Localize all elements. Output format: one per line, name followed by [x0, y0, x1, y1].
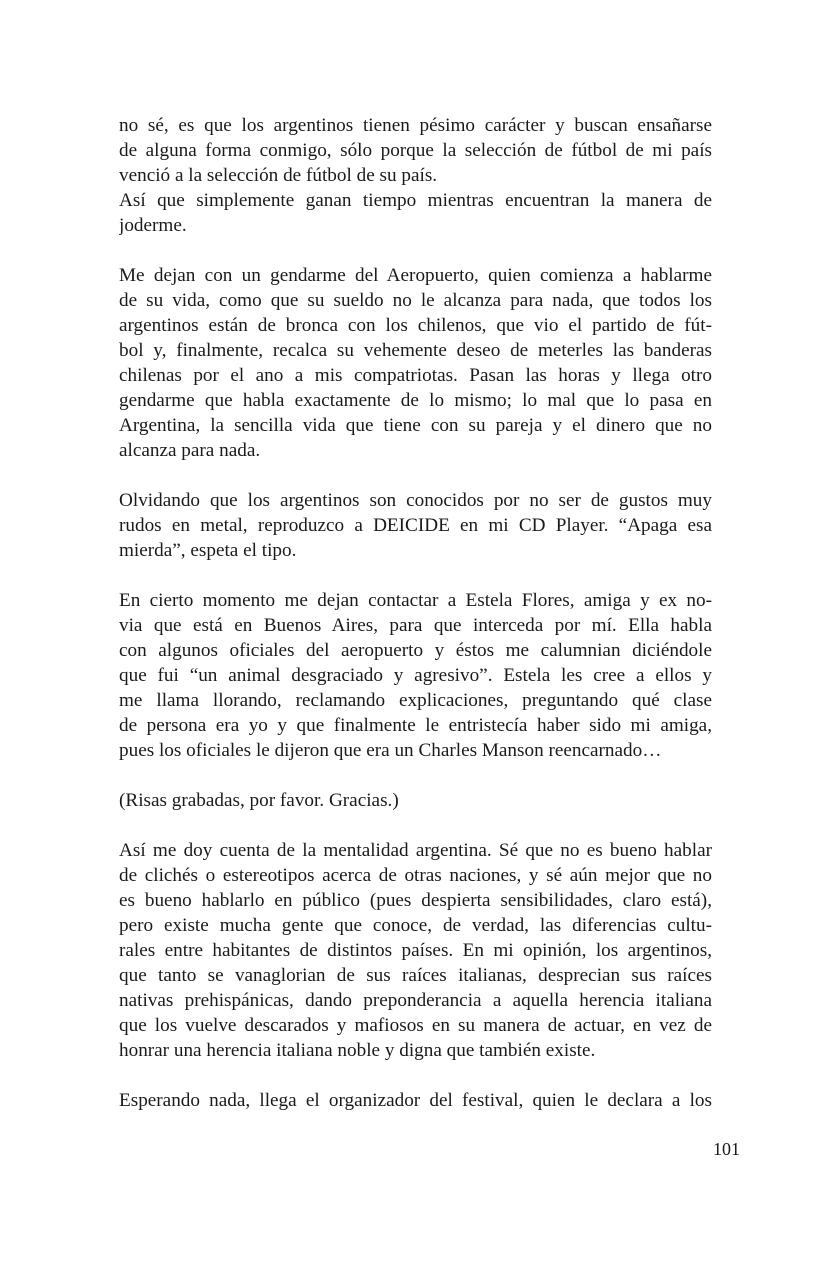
text-line: que fui “un animal desgraciado y agresivo”. Estela les cree a ellos y: [119, 665, 712, 686]
text-line: rudos en metal, reproduzco a DEICIDE en mi CD Player. “Apaga esa: [119, 515, 712, 536]
text-line: me llama llorando, reclamando explicaciones, preguntando qué clase: [119, 690, 712, 711]
text-line: bol y, finalmente, recalca su vehemente deseo de meterles las banderas: [119, 340, 712, 361]
text-line: que tanto se vanaglorian de sus raíces italianas, desprecian sus raíces: [119, 965, 712, 986]
text-line: nativas prehispánicas, dando preponderancia a aquella herencia italiana: [119, 990, 712, 1011]
paragraph: [119, 1088, 712, 1113]
text-line: de su vida, como que su sueldo no le alcanza para nada, que todos los: [119, 290, 712, 311]
paragraph: [119, 788, 712, 813]
paragraph-gap: [119, 1063, 712, 1088]
text-line: alcanza para nada.: [119, 440, 261, 461]
text-line: mierda”, espeta el tipo.: [119, 540, 297, 561]
text-line: Así que simplemente ganan tiempo mientras encuentran la manera de: [119, 190, 712, 211]
paragraph: [119, 488, 712, 563]
text-line: pero existe mucha gente que conoce, de verdad, las diferencias cultu-: [119, 915, 712, 936]
text-line: que los vuelve descarados y mafiosos en su manera de actuar, en vez de: [119, 1015, 712, 1036]
paragraph-gap: [119, 238, 712, 263]
text-line: venció a la selección de fútbol de su país.: [119, 165, 438, 186]
paragraph: [119, 263, 712, 463]
paragraph-gap: [119, 463, 712, 488]
paragraph-gap: [119, 813, 712, 838]
text-line: gendarme que habla exactamente de lo mismo; lo mal que lo pasa en: [119, 390, 712, 411]
text-line: Olvidando que los argentinos son conocidos por no ser de gustos muy: [119, 490, 712, 511]
text-line: de clichés o estereotipos acerca de otras naciones, y sé aún mejor que no: [119, 865, 712, 886]
text-line: En cierto momento me dejan contactar a Estela Flores, amiga y ex no-: [119, 590, 712, 611]
text-line: de alguna forma conmigo, sólo porque la selección de fútbol de mi país: [119, 140, 712, 161]
page-number: 101: [713, 1139, 740, 1159]
text-line: Me dejan con un gendarme del Aeropuerto, quien comienza a hablarme: [119, 265, 712, 286]
text-line: joderme.: [119, 215, 187, 236]
paragraph: [119, 588, 712, 763]
paragraph: [119, 188, 712, 238]
paragraph: [119, 113, 712, 188]
text-line: Argentina, la sencilla vida que tiene con su pareja y el dinero que no: [119, 415, 712, 436]
text-line: honrar una herencia italiana noble y digna que también existe.: [119, 1040, 596, 1061]
paragraph-gap: [119, 763, 712, 788]
text-line: rales entre habitantes de distintos países. En mi opinión, los argentinos,: [119, 940, 712, 961]
text-line: Así me doy cuenta de la mentalidad argentina. Sé que no es bueno hablar: [119, 840, 712, 861]
text-line: pues los oficiales le dijeron que era un Charles Manson reencarnado…: [119, 740, 662, 761]
text-line: chilenas por el ano a mis compatriotas. Pasan las horas y llega otro: [119, 365, 712, 386]
text-line: via que está en Buenos Aires, para que interceda por mí. Ella habla: [119, 615, 712, 636]
text-line: no sé, es que los argentinos tienen pésimo carácter y buscan ensañarse: [119, 115, 712, 136]
text-line: de persona era yo y que finalmente le entristecía haber sido mi amiga,: [119, 715, 712, 736]
text-line: (Risas grabadas, por favor. Gracias.): [119, 790, 399, 811]
paragraph: [119, 838, 712, 1063]
text-line: Esperando nada, llega el organizador del festival, quien le declara a los: [119, 1090, 712, 1111]
paragraph-gap: [119, 563, 712, 588]
text-line: con algunos oficiales del aeropuerto y éstos me calumnian diciéndole: [119, 640, 712, 661]
page-body: [119, 113, 712, 1113]
text-line: argentinos están de bronca con los chilenos, que vio el partido de fút-: [119, 315, 712, 336]
text-line: es bueno hablarlo en público (pues despierta sensibilidades, claro está),: [119, 890, 712, 911]
